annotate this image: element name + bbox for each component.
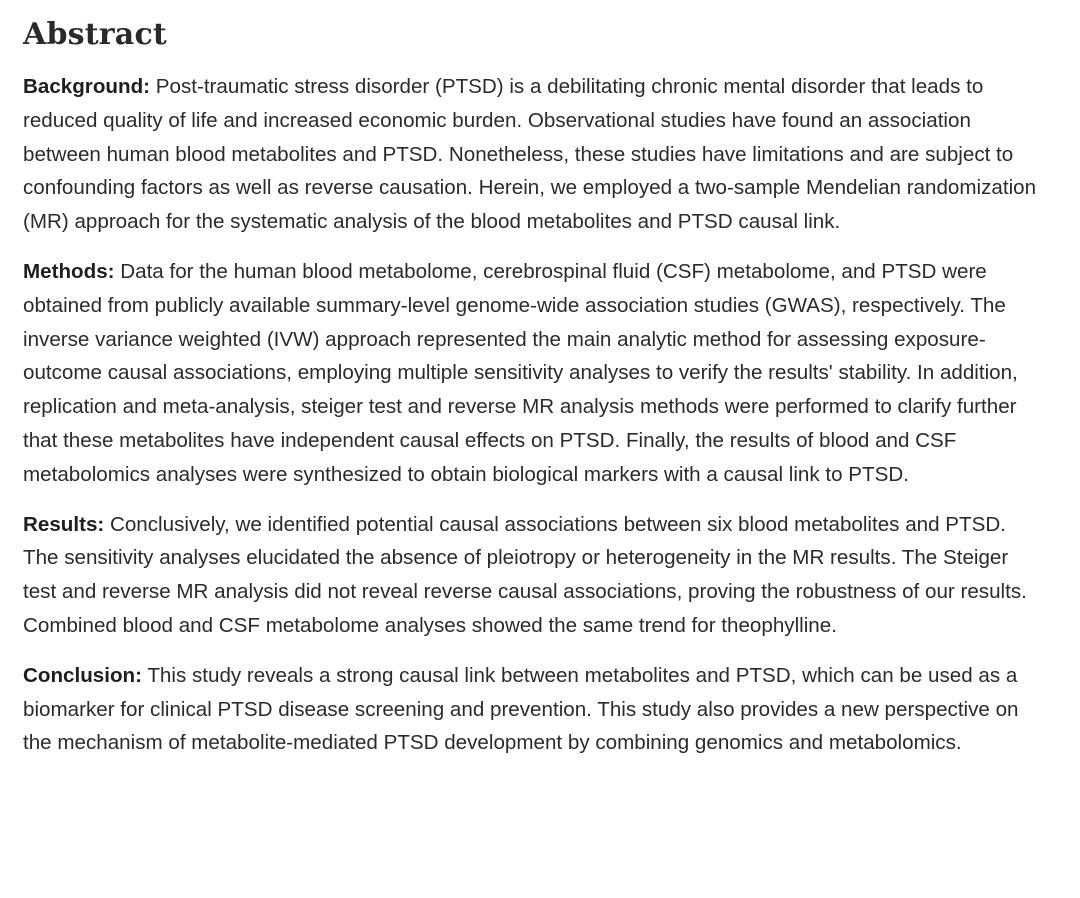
abstract-results [23, 508, 1038, 643]
section-label-methods: Methods: [23, 259, 115, 283]
abstract-heading: Abstract [23, 17, 167, 52]
section-label-results: Results: [23, 512, 105, 536]
abstract-conclusion [23, 659, 1038, 760]
section-text-results: Conclusively, we identified potential causal associations between six blood metabolites and PTSD. The sensitivity analyses elucidated the absence of pleiotropy or heterogeneity in the MR results. The Steiger test and reverse MR analysis did not reveal reverse causal associations, proving the robustness of our results. Combined blood and CSF metabolome analyses showed the same trend for theophylline. [23, 512, 1027, 637]
abstract-methods [23, 255, 1038, 492]
section-text-methods: Data for the human blood metabolome, cerebrospinal fluid (CSF) metabolome, and PTSD were obtained from publicly available summary-level genome-wide association studies (GWAS), respectively. The inverse variance weighted (IVW) approach represented the main analytic method for assessing exposure-outcome causal associations, employing multiple sensitivity analyses to verify the results' stability. In addition, replication and meta-analysis, steiger test and reverse MR analysis methods were performed to clarify further that these metabolites have independent causal effects on PTSD. Finally, the results of blood and CSF metabolomics analyses were synthesized to obtain biological markers with a causal link to PTSD. [23, 259, 1018, 486]
section-text-background: Post-traumatic stress disorder (PTSD) is a debilitating chronic mental disorder that leads to reduced quality of life and increased economic burden. Observational studies have found an association between human blood metabolites and PTSD. Nonetheless, these studies have limitations and are subject to confounding factors as well as reverse causation. Herein, we employed a two-sample Mendelian randomization (MR) approach for the systematic analysis of the blood metabolites and PTSD causal link. [23, 75, 1037, 234]
section-label-background: Background: [23, 75, 151, 98]
abstract-background [23, 70, 1038, 239]
section-text-conclusion: This study reveals a strong causal link between metabolites and PTSD, which can be used as a biomarker for clinical PTSD disease screening and prevention. This study also provides a new perspective on the mechanism of metabolite-mediated PTSD development by combining genomics and metabolomics. [23, 663, 1019, 755]
section-label-conclusion: Conclusion: [23, 663, 142, 687]
